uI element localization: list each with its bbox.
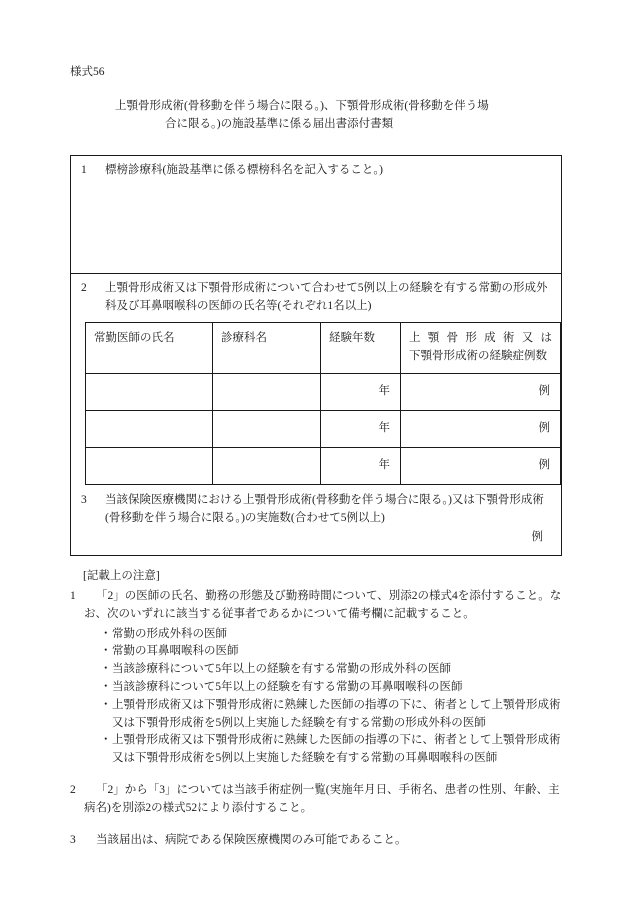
years-unit-label: 年: [378, 421, 390, 434]
table-row: [86, 373, 561, 410]
section2-label: 上顎骨形成術又は下顎骨形成術について合わせて5例以上の経験を有する常勤の形成外科及び耳鼻咽喉科の医師の氏名等(それぞれ1名以上): [105, 282, 548, 313]
notification-form-box: [70, 155, 562, 556]
section-physician-experience: [71, 274, 561, 484]
years-cell: [321, 373, 401, 410]
physician-name-cell: [86, 410, 213, 447]
bullet-marker: ・: [100, 681, 112, 693]
note-item-1: [70, 588, 562, 624]
bullet-item: [100, 643, 562, 661]
col-header-case-count-line1: 上顎骨形成術又は: [409, 332, 552, 345]
bullet-text: 常勤の耳鼻咽喉科の医師: [112, 645, 239, 658]
notes-section: [70, 568, 562, 849]
bullet-item: [100, 661, 562, 679]
document-title: [70, 98, 562, 134]
physician-name-cell: [86, 447, 213, 484]
cases-unit-label: 例: [538, 458, 550, 471]
years-cell: [321, 410, 401, 447]
cases-cell: [401, 447, 561, 484]
bullet-marker: ・: [100, 663, 112, 676]
bullet-item: [100, 679, 562, 697]
section3-number: 3: [81, 493, 87, 506]
cases-cell: [401, 410, 561, 447]
section-designated-department: [71, 156, 561, 274]
bullet-marker: ・: [100, 645, 112, 658]
note1-number: 1: [70, 589, 76, 602]
section1-number: 1: [81, 164, 87, 177]
col-header-department: 診療科名: [213, 323, 321, 374]
department-cell: [213, 447, 321, 484]
years-unit-label: 年: [378, 384, 390, 397]
bullet-text: 上顎骨形成術又は下顎骨形成術に熟練した医師の指導の下に、術者として上顎骨形成術又は下顎骨形成術を5例以上実施した経験を有する常勤の耳鼻咽喉科の医師: [112, 734, 561, 765]
bullet-item: [100, 626, 562, 644]
bullet-text: 上顎骨形成術又は下顎骨形成術に熟練した医師の指導の下に、術者として上顎骨形成術又は下顎骨形成術を5例以上実施した経験を有する常勤の形成外科の医師: [112, 698, 561, 729]
physician-experience-table: [85, 322, 561, 485]
section-procedure-count: [71, 485, 561, 555]
notes-header: [記載上の注意]: [83, 570, 160, 583]
section2-heading: [81, 280, 551, 316]
note1-bullet-list: [100, 626, 562, 769]
document-title-line2: 合に限る。)の施設基準に係る届出書添付書類: [165, 117, 394, 130]
table-row: [86, 447, 561, 484]
bullet-marker: ・: [100, 698, 112, 711]
bullet-item: [100, 732, 562, 768]
department-cell: [213, 410, 321, 447]
years-unit-label: 年: [378, 458, 390, 471]
section1-heading: [81, 162, 551, 180]
bullet-item: [100, 697, 562, 733]
note3-text: 当該届出は、病院である保険医療機関のみ可能であること。: [96, 833, 407, 846]
bullet-marker: ・: [100, 627, 112, 640]
section2-number: 2: [81, 282, 87, 295]
section1-label: 標榜診療科(施設基準に係る標榜科名を記入すること。): [105, 164, 383, 177]
bullet-text: 当該診療科について5年以上の経験を有する常勤の耳鼻咽喉科の医師: [112, 681, 463, 693]
col-header-case-count: [401, 323, 561, 374]
form-number-label: 様式56: [70, 66, 105, 78]
cases-unit-label: 例: [538, 384, 550, 397]
bullet-text: 当該診療科について5年以上の経験を有する常勤の形成外科の医師: [112, 663, 452, 676]
col-header-years: 経験年数: [321, 323, 401, 374]
section3-label: 当該保険医療機関における上顎骨形成術(骨移動を伴う場合に限る。)又は下顎骨形成術(骨移動を伴う場合に限る。)の実施数(合わせて5例以上): [105, 493, 544, 524]
procedure-count-unit-label: 例: [531, 531, 543, 544]
document-title-line1: 上顎骨形成術(骨移動を伴う場合に限る。)、下顎骨形成術(骨移動を伴う場: [115, 99, 489, 112]
note-item-2: [70, 782, 562, 818]
note2-number: 2: [70, 784, 76, 797]
cases-unit-label: 例: [538, 421, 550, 434]
note-item-3: [70, 832, 562, 850]
col-header-case-count-line2: 下顎骨形成術の経験症例数: [409, 349, 547, 362]
bullet-marker: ・: [100, 734, 112, 747]
col-header-physician-name: 常勤医師の氏名: [86, 323, 213, 374]
note2-text: 「2」から「3」については当該手術症例一覧(実施年月日、手術名、患者の性別、年齢、主病名)を別添2の様式52により添付すること。: [84, 784, 560, 814]
bullet-text: 常勤の形成外科の医師: [112, 627, 227, 640]
table-header-row: [86, 323, 561, 374]
note1-text: 「2」の医師の氏名、勤務の形態及び勤務時間について、別添2の様式4を添付すること。なお、次のいずれに該当する従事者であるかについて備考欄に記載すること。: [84, 589, 562, 620]
section3-heading: [81, 492, 551, 528]
cases-cell: [401, 373, 561, 410]
years-cell: [321, 447, 401, 484]
department-cell: [213, 373, 321, 410]
physician-name-cell: [86, 373, 213, 410]
table-row: [86, 410, 561, 447]
note3-number: 3: [70, 833, 76, 846]
